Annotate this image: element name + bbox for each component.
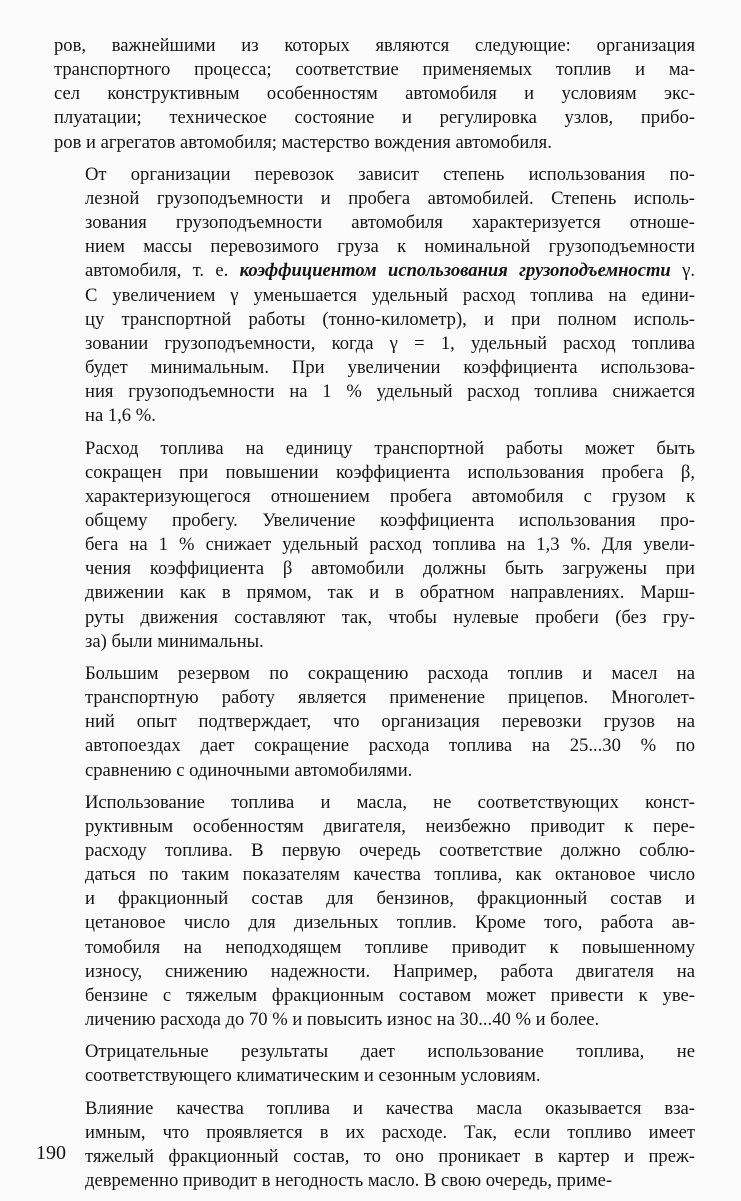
paragraph xyxy=(54,437,695,654)
text-line: нием массы перевозимого груза к номинальной грузоподъемности xyxy=(85,236,695,258)
text-line: за) были минимальны. xyxy=(85,630,264,652)
paragraph xyxy=(54,34,695,155)
text-line: лезной грузоподъемности и пробега автомобилей. Степень исполь- xyxy=(85,187,695,209)
text-line: будет минимальным. При увеличении коэффициента использова- xyxy=(85,357,695,379)
text-line: сравнению с одиночными автомобилями. xyxy=(85,759,413,781)
text-line: Расход топлива на единицу транспортной работы может быть xyxy=(85,437,695,459)
text-line: транспортного процесса; соответствие применяемых топлив и ма- xyxy=(54,59,695,81)
paragraph xyxy=(54,163,695,429)
text-line: ров, важнейшими из которых являются следующие: организация xyxy=(54,35,695,56)
text-line: томобиля на неподходящем топливе приводит к повышенному xyxy=(85,936,695,958)
text-line: личению расхода до 70 % и повысить износ на 30...40 % и более. xyxy=(85,1009,600,1031)
text-line: бензине с тяжелым фракционным составом может привести к уве- xyxy=(85,984,695,1006)
text-line: даться по таким показателям качества топлива, как октановое число xyxy=(85,864,695,886)
text-line: Использование топлива и масла, не соответствующих конст- xyxy=(85,791,695,813)
paragraph xyxy=(54,1040,695,1088)
text-line: зовании грузоподъемности, когда γ = 1, удельный расход топлива xyxy=(85,332,695,354)
text-line: и фракционный состав для бензинов, фракционный состав и xyxy=(85,888,695,910)
page-number: 190 xyxy=(36,1142,66,1164)
text-line: ров и агрегатов автомобиля; мастерство вождения автомобиля. xyxy=(54,131,552,153)
paragraph xyxy=(54,662,695,783)
text-line: имным, что проявляется в их расходе. Так, если топливо имеет xyxy=(85,1121,695,1143)
text-line: транспортную работу является применение прицепов. Многолет- xyxy=(85,687,695,709)
text-line: От организации перевозок зависит степень использования по- xyxy=(85,163,695,185)
text-line: плуатации; техническое состояние и регулировка узлов, прибо- xyxy=(54,107,695,129)
text-line: девременно приводит в негодность масло. В свою очередь, приме- xyxy=(85,1170,613,1192)
text-line: соответствующего климатическим и сезонным условиям. xyxy=(85,1065,541,1087)
text-line: автомобиля, т. е. коэффициентом использования грузоподъемности γ. xyxy=(85,260,695,282)
text-line: Большим резервом по сокращению расхода топлив и масел на xyxy=(85,662,695,684)
text-line: движении как в прямом, так и в обратном направлениях. Марш- xyxy=(85,582,695,604)
emphasized-term: коэффициентом использования грузоподъемности xyxy=(239,260,671,282)
text-line: тяжелый фракционный состав, то оно проникает в картер и преж- xyxy=(85,1145,695,1167)
text-line: бега на 1 % снижает удельный расход топлива на 1,3 %. Для увели- xyxy=(85,534,695,556)
text-line: износу, снижению надежности. Например, работа двигателя на xyxy=(85,960,695,982)
text-line: цетановое число для дизельных топлив. Кроме того, работа ав- xyxy=(85,912,695,934)
paragraph xyxy=(54,791,695,1033)
text-line: общему пробегу. Увеличение коэффициента использования про- xyxy=(85,509,695,531)
text-line: руктивным особенностям двигателя, неизбежно приводит к пере- xyxy=(85,815,695,837)
paragraph xyxy=(54,1097,695,1194)
text-line: на 1,6 %. xyxy=(85,405,156,427)
text-line: Отрицательные результаты дает использование топлива, не xyxy=(85,1041,695,1063)
text-line: зования грузоподъемности автомобиля характеризуется отноше- xyxy=(85,212,695,234)
text-line: сокращен при повышении коэффициента использования пробега β, xyxy=(85,461,695,483)
text-line: чения коэффициента β автомобили должны быть загружены при xyxy=(85,558,695,580)
page-body xyxy=(54,34,695,1201)
text-line: ний опыт подтверждает, что организация перевозки грузов на xyxy=(85,711,695,733)
text-line: ния грузоподъемности на 1 % удельный расход топлива снижается xyxy=(85,381,695,403)
text-line: цу транспортной работы (тонно-километр), и при полном исполь- xyxy=(85,308,695,330)
text-line: автопоездах дает сокращение расхода топлива на 25...30 % по xyxy=(85,735,695,757)
text-line: характеризующегося отношением пробега автомобиля с грузом к xyxy=(85,485,695,507)
text-line: руты движения составляют так, чтобы нулевые пробеги (без гру- xyxy=(85,606,695,628)
text-line: С увеличением γ уменьшается удельный расход топлива на едини- xyxy=(85,284,695,306)
text-line: расходу топлива. В первую очередь соответствие должно соблю- xyxy=(85,840,695,861)
text-line: Влияние качества топлива и качества масла оказывается вза- xyxy=(85,1097,695,1119)
text-line: сел конструктивным особенностям автомобиля и условиям экс- xyxy=(54,83,695,105)
